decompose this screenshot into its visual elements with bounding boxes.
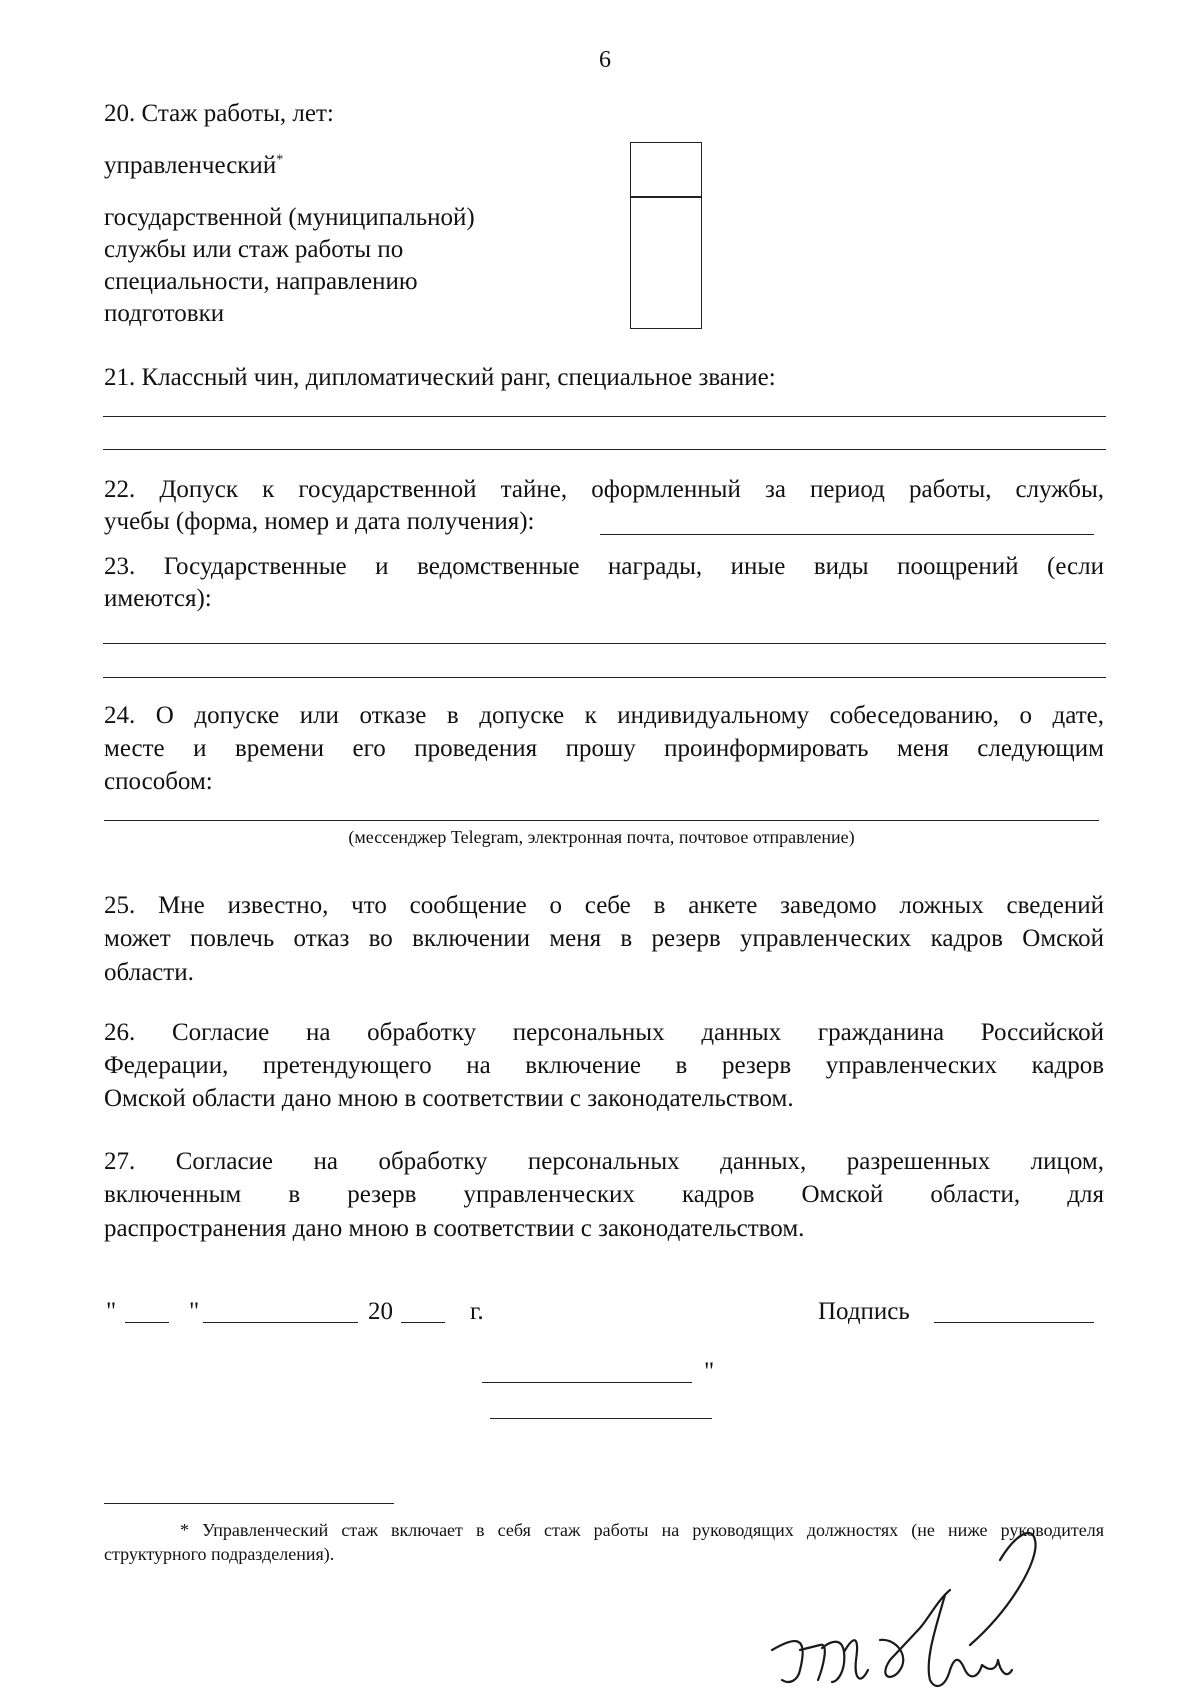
date-quote-open: " bbox=[106, 1298, 117, 1325]
item-24-line-2: месте и времени его проведения прошу проинформировать меня следующим bbox=[104, 735, 1104, 762]
item-23-line-2: имеются): bbox=[104, 585, 212, 612]
name-line-2[interactable] bbox=[490, 1418, 712, 1419]
item-26-line-2: Федерации, претендующего на включение в резерв управленческих кадров bbox=[104, 1052, 1104, 1079]
item-21-answer-line-1[interactable] bbox=[103, 416, 1106, 417]
managerial-text: управленческий bbox=[104, 152, 277, 179]
footnote-line-1: * Управленческий стаж включает в себя стаж работы на руководящих должностях (не ниже руководителя bbox=[180, 1520, 1104, 1540]
service-line-3: специальности, направлению bbox=[104, 268, 418, 295]
item-23-line-1: 23. Государственные и ведомственные награды, иные виды поощрений (если bbox=[104, 553, 1104, 580]
footnote-separator bbox=[104, 1503, 394, 1504]
signature-stroke-1 bbox=[772, 1640, 868, 1682]
item-21-answer-line-2[interactable] bbox=[103, 449, 1106, 450]
item-26-line-3: Омской области дано мною в соответствии с законодательством. bbox=[104, 1085, 794, 1112]
date-day-line[interactable] bbox=[125, 1322, 169, 1323]
item-25-line-2: может повлечь отказ во включении меня в резерв управленческих кадров Омской bbox=[104, 925, 1104, 952]
name-line-1[interactable] bbox=[482, 1382, 692, 1383]
item-25-line-1: 25. Мне известно, что сообщение о себе в анкете заведомо ложных сведений bbox=[104, 892, 1104, 919]
item-25-line-3: области. bbox=[104, 959, 194, 986]
signature-line[interactable] bbox=[934, 1322, 1094, 1323]
managerial-years-box[interactable] bbox=[630, 142, 702, 198]
page-number: 6 bbox=[599, 47, 611, 73]
service-line-2: службы или стаж работы по bbox=[104, 236, 404, 263]
item-27-line-2: включенным в резерв управленческих кадров Омской области, для bbox=[104, 1181, 1104, 1208]
item-22-line-1: 22. Допуск к государственной тайне, оформленный за период работы, службы, bbox=[104, 476, 1104, 503]
signature-stroke-3 bbox=[970, 1533, 1036, 1645]
item-21-text: 21. Классный чин, дипломатический ранг, специальное звание: bbox=[104, 364, 776, 391]
item-24-answer-line[interactable] bbox=[104, 820, 1099, 821]
item-26-line-1: 26. Согласие на обработку персональных данных гражданина Российской bbox=[104, 1019, 1104, 1046]
date-year-prefix: 20 bbox=[368, 1298, 393, 1325]
item-27-line-3: распространения дано мною в соответствии с законодательством. bbox=[104, 1215, 805, 1242]
date-year-suffix: г. bbox=[470, 1298, 484, 1325]
item-27-line-1: 27. Согласие на обработку персональных данных, разрешенных лицом, bbox=[104, 1148, 1104, 1175]
item-24-hint: (мессенджер Telegram, электронная почта, почтовое отправление) bbox=[348, 827, 855, 847]
date-quote-close: " bbox=[189, 1298, 200, 1325]
item-22-answer-line[interactable] bbox=[600, 534, 1094, 535]
footnote-line-2: структурного подразделения). bbox=[104, 1544, 335, 1564]
signature-label: Подпись bbox=[818, 1298, 910, 1325]
item-24-line-3: способом: bbox=[104, 768, 213, 795]
item-23-answer-line-1[interactable] bbox=[103, 643, 1106, 644]
date-month-line[interactable] bbox=[203, 1322, 358, 1323]
managerial-label bbox=[104, 150, 283, 182]
handwritten-signatures bbox=[760, 1520, 1060, 1697]
item-23-answer-line-2[interactable] bbox=[103, 677, 1106, 678]
item-24-line-1: 24. О допуске или отказе в допуске к индивидуальному собеседованию, о дате, bbox=[104, 702, 1104, 729]
item-22-line-2: учебы (форма, номер и дата получения): bbox=[104, 508, 535, 535]
service-line-4: подготовки bbox=[104, 300, 225, 327]
date-year-line[interactable] bbox=[401, 1322, 445, 1323]
item-20-title: 20. Стаж работы, лет: bbox=[104, 100, 334, 127]
name-quote-close: " bbox=[704, 1358, 715, 1385]
footnote-mark: * bbox=[276, 152, 284, 168]
signature-stroke-2 bbox=[880, 1590, 1012, 1686]
service-line-1: государственной (муниципальной) bbox=[104, 204, 475, 231]
service-years-box[interactable] bbox=[630, 196, 702, 329]
